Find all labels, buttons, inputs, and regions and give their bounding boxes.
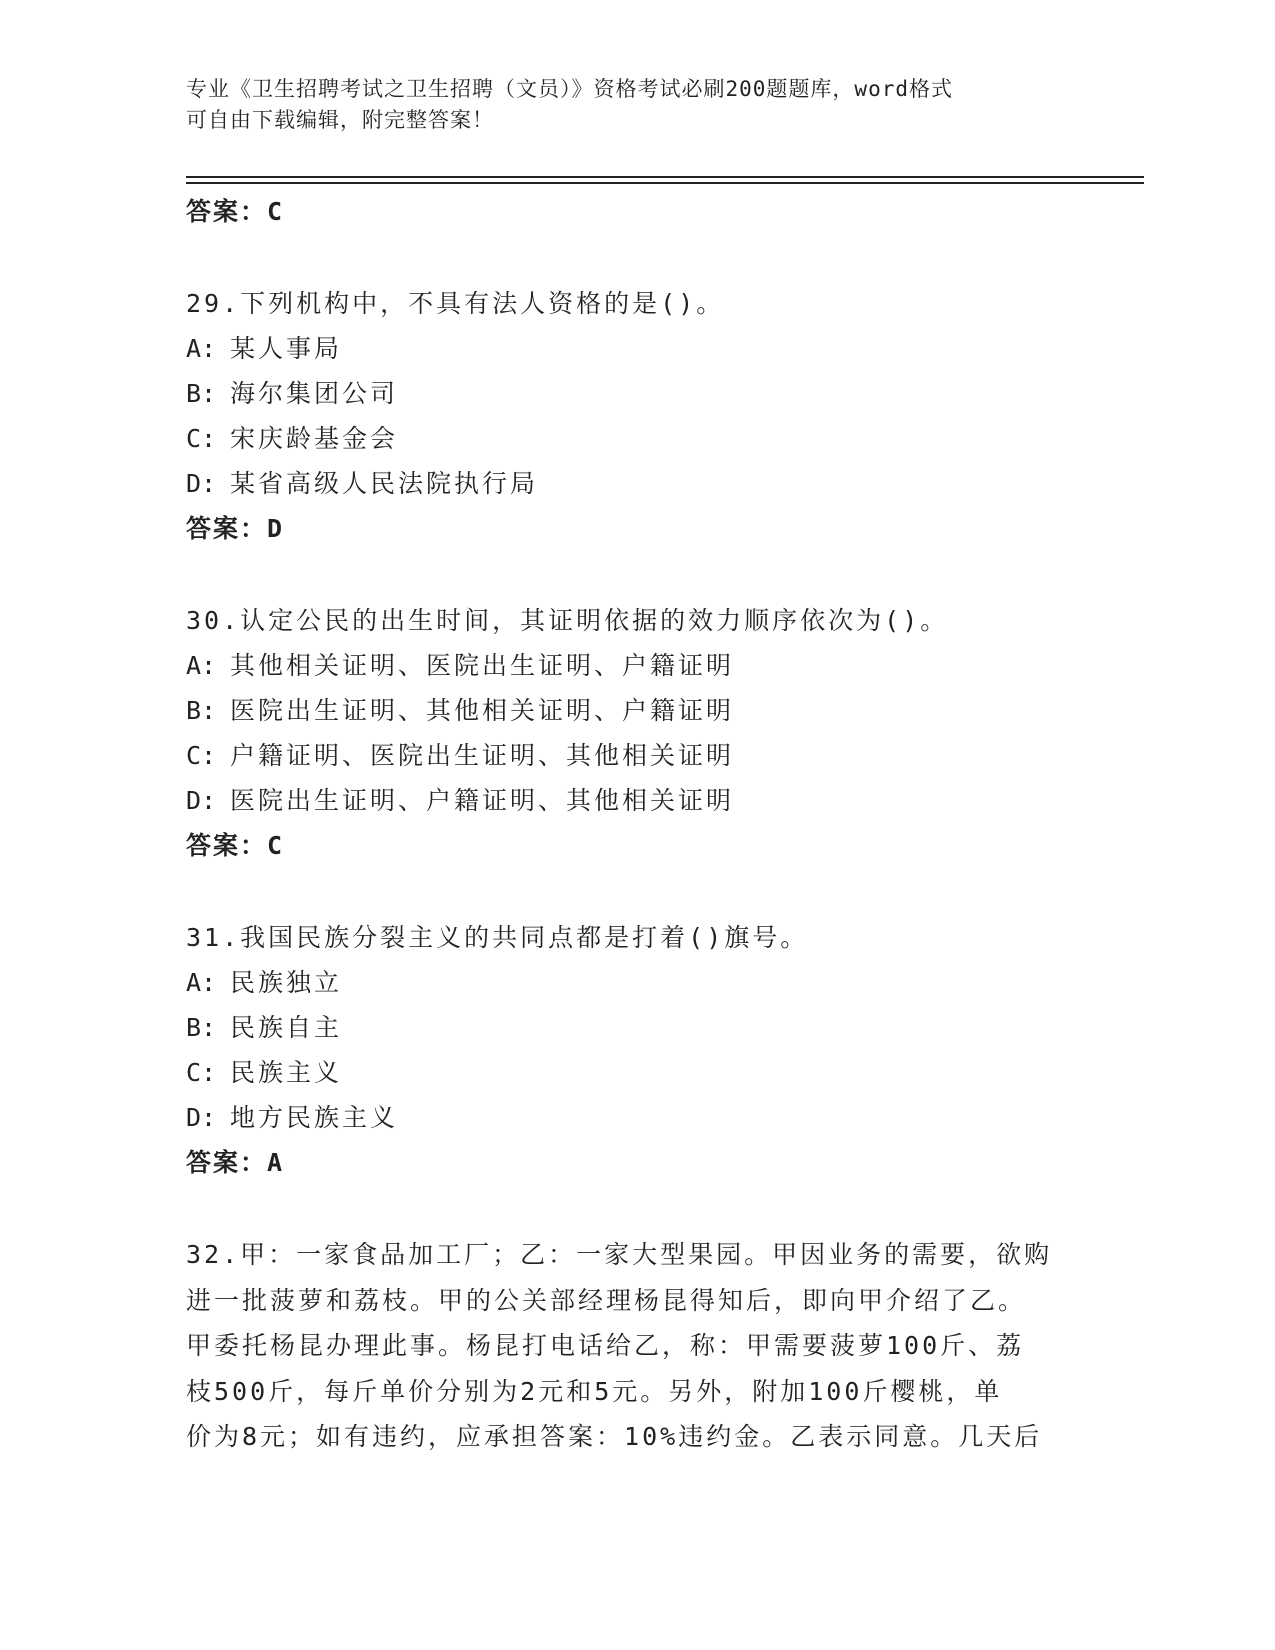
option-key: C: [186, 424, 217, 453]
option-d [186, 1095, 1066, 1140]
spacer [186, 1185, 1066, 1232]
option-d [186, 461, 1066, 506]
option-text: 其他相关证明、医院出生证明、户籍证明 [230, 651, 735, 680]
option-key: D: [186, 469, 217, 498]
option-text: 某省高级人民法院执行局 [230, 469, 539, 498]
option-text: 某人事局 [230, 334, 343, 363]
option-a [186, 960, 1066, 1005]
option-key: A: [186, 968, 217, 997]
option-key: C: [186, 1058, 217, 1087]
question-stem: 30.认定公民的出生时间，其证明依据的效力顺序依次为()。 [186, 606, 949, 635]
header-line-2: 可自由下载编辑，附完整答案！ [186, 108, 494, 132]
question-29 [186, 281, 1066, 551]
option-b [186, 688, 1066, 733]
question-stem-line: 甲委托杨昆办理此事。杨昆打电话给乙，称：甲需要菠萝100斤、荔 [186, 1331, 1025, 1360]
option-text: 医院出生证明、其他相关证明、户籍证明 [230, 696, 735, 725]
option-c [186, 733, 1066, 778]
option-key: B: [186, 1013, 217, 1042]
header-line-1: 专业《卫生招聘考试之卫生招聘（文员）》资格考试必刷200题题库，word格式 [186, 77, 953, 101]
option-text: 民族自主 [230, 1013, 343, 1042]
question-32 [186, 1232, 1066, 1460]
option-text: 海尔集团公司 [230, 379, 399, 408]
option-key: A: [186, 334, 217, 363]
option-text: 医院出生证明、户籍证明、其他相关证明 [230, 786, 735, 815]
question-stem-line: 进一批菠萝和荔枝。甲的公关部经理杨昆得知后，即向甲介绍了乙。 [186, 1285, 1027, 1315]
option-key: D: [186, 1103, 217, 1132]
option-text: 地方民族主义 [230, 1103, 399, 1132]
question-30 [186, 598, 1066, 868]
question-stem-line: 32.甲：一家食品加工厂；乙：一家大型果园。甲因业务的需要，欲购 [186, 1240, 1053, 1269]
header-rule-top [186, 176, 1144, 178]
option-key: A: [186, 651, 217, 680]
option-key: B: [186, 379, 217, 408]
option-b [186, 1005, 1066, 1050]
header-rule-bottom [186, 182, 1144, 184]
answer-line: 答案：A [186, 1148, 285, 1177]
question-stem: 31.我国民族分裂主义的共同点都是打着()旗号。 [186, 923, 809, 952]
document-header [186, 74, 1066, 136]
question-31 [186, 915, 1066, 1185]
option-text: 户籍证明、医院出生证明、其他相关证明 [230, 741, 735, 770]
option-text: 宋庆龄基金会 [230, 424, 399, 453]
option-key: D: [186, 786, 217, 815]
option-key: B: [186, 696, 217, 725]
option-text: 民族独立 [230, 968, 343, 997]
spacer [186, 234, 1066, 281]
option-d [186, 778, 1066, 823]
option-text: 民族主义 [230, 1058, 343, 1087]
answer-line: 答案：C [186, 197, 285, 226]
question-stem-line: 价为8元；如有违约，应承担答案：10%违约金。乙表示同意。几天后 [186, 1422, 1043, 1451]
option-b [186, 371, 1066, 416]
option-a [186, 643, 1066, 688]
answer-line: 答案：D [186, 514, 285, 543]
option-key: C: [186, 741, 217, 770]
document-body [186, 189, 1066, 1460]
question-stem-line: 枝500斤，每斤单价分别为2元和5元。另外，附加100斤樱桃，单 [186, 1376, 1003, 1406]
option-c [186, 416, 1066, 461]
spacer [186, 868, 1066, 915]
option-c [186, 1050, 1066, 1095]
answer-line: 答案：C [186, 831, 285, 860]
option-a [186, 326, 1066, 371]
spacer [186, 551, 1066, 598]
question-stem: 29.下列机构中，不具有法人资格的是()。 [186, 289, 725, 318]
